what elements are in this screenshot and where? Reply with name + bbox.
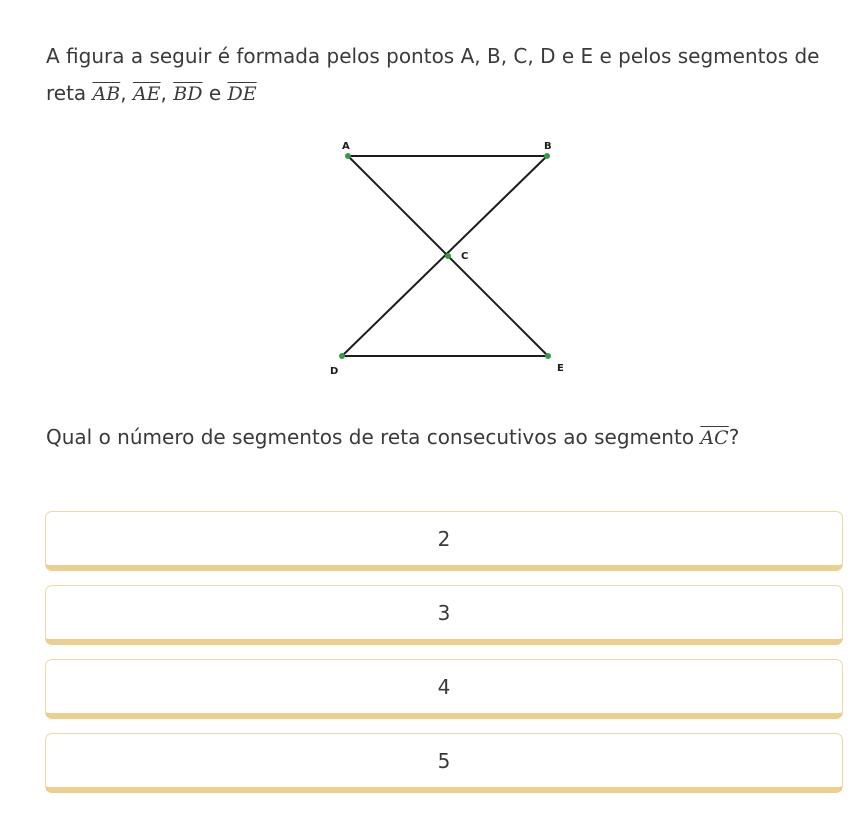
segment-bd-line (342, 156, 547, 356)
point-d (339, 353, 345, 359)
segment-de: $\overline{DE}$ (227, 83, 257, 105)
question-mark: ? (728, 425, 740, 449)
point-e (545, 353, 551, 359)
label-d: D (330, 366, 339, 377)
conjunction: e (208, 81, 222, 105)
question-text: Qual o número de segmentos de reta consecutivos ao segmento (46, 425, 695, 449)
answer-options (45, 511, 843, 807)
question-segment-ac: $\overline{AC}$ (700, 427, 729, 449)
answer-option-2[interactable] (45, 585, 843, 645)
answer-option-1[interactable] (45, 511, 843, 571)
answer-option-label: 2 (437, 526, 451, 551)
label-c: C (461, 251, 469, 262)
statement-reta-word: reta (46, 81, 87, 105)
separator-1: , (120, 81, 127, 105)
geometry-figure (320, 132, 580, 382)
point-c (445, 253, 451, 259)
separator-2: , (160, 81, 167, 105)
answer-option-label: 3 (437, 600, 451, 625)
question-statement (46, 38, 846, 113)
statement-line-1: A figura a seguir é formada pelos pontos A, B, C, D e E e pelos segmentos de (46, 44, 820, 68)
segment-bd: $\overline{BD}$ (173, 83, 203, 105)
label-a: A (342, 141, 350, 152)
statement-line-2 (46, 75, 846, 113)
label-e: E (557, 363, 564, 374)
point-b (544, 153, 550, 159)
figure-labels (330, 141, 564, 377)
segment-ab: $\overline{AB}$ (92, 83, 121, 105)
answer-option-4[interactable] (45, 733, 843, 793)
question-prompt (46, 420, 846, 455)
answer-option-label: 4 (437, 674, 451, 699)
answer-option-label: 5 (437, 748, 451, 773)
answer-option-3[interactable] (45, 659, 843, 719)
segment-ae: $\overline{AE}$ (132, 83, 161, 105)
point-a (345, 153, 351, 159)
label-b: B (544, 141, 552, 152)
